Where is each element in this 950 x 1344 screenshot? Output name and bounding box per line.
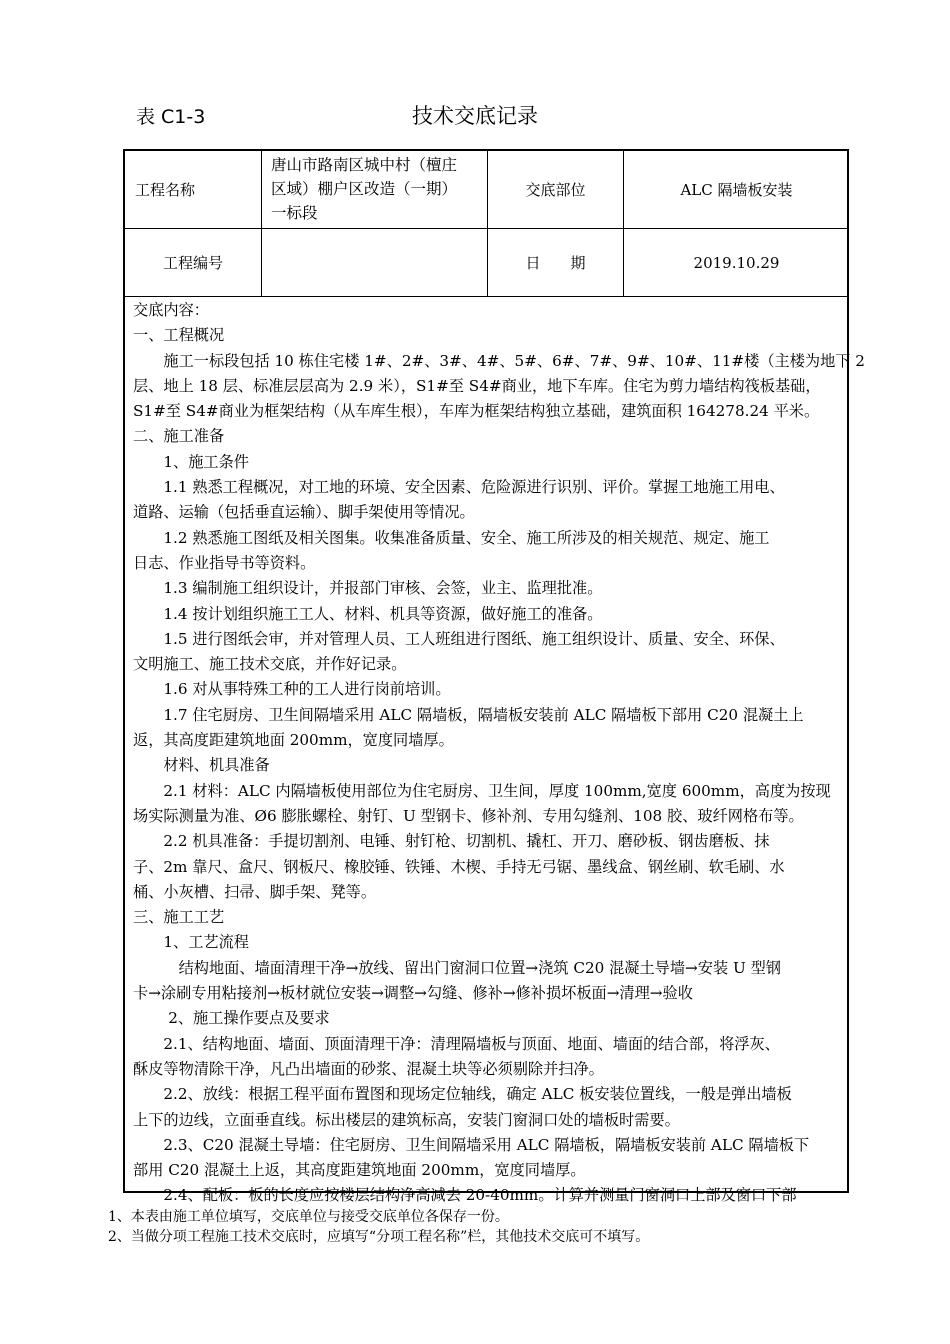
footnotes xyxy=(108,1207,649,1247)
content-line: 2.3、C20 混凝土导墙：住宅厨房、卫生间隔墙采用 ALC 隔墙板，隔墙板安装前 ALC 隔墙板下 xyxy=(133,1135,810,1154)
content-line: 2.2 机具准备：手提切割剂、电锤、射钉枪、切割机、撬杠、开刀、磨砂板、钢齿磨板、抹 xyxy=(133,832,770,851)
content-line: 2.4、配板：板的长度应按楼层结构净高减去 20-40mm。计算并测量门窗洞口上部及窗口下部 xyxy=(133,1186,797,1205)
content-line: 子、2m 靠尺、盒尺、钢板尺、橡胶锤、铁锤、木楔、手持无弓锯、墨线盒、钢丝刷、软毛刷、水 xyxy=(133,857,785,876)
content-line: 酥皮等物清除干净，凡凸出墙面的砂浆、混凝土块等必须剔除并扫净。 xyxy=(133,1059,604,1078)
content-line: 结构地面、墙面清理干净→放线、留出门窗洞口位置→浇筑 C20 混凝土导墙→安装 U 型钢 xyxy=(133,958,781,977)
content-line: 道路、运输（包括垂直运输）、脚手架使用等情况。 xyxy=(133,503,475,522)
footnote: 1、本表由施工单位填写，交底单位与接受交底单位各保存一份。 xyxy=(108,1209,509,1225)
project-no-label: 工程编号 xyxy=(162,254,223,272)
project-name-label: 工程名称 xyxy=(135,181,196,199)
content-line: 1、工艺流程 xyxy=(133,933,249,952)
location-value: ALC 隔墙板安装 xyxy=(680,181,793,199)
content-line: 1.1 熟悉工程概况，对工地的环境、安全因素、危险源进行识别、评价。掌握工地施工用电、 xyxy=(133,478,785,497)
page-title: 技术交底记录 xyxy=(412,104,538,128)
content-line: 2.1 材料：ALC 内隔墙板使用部位为住宅厨房、卫生间，厚度 100mm,宽度 600mm，高度为按现 xyxy=(133,781,831,800)
content-line: 2、施工操作要点及要求 xyxy=(133,1009,330,1028)
content-line: 上下的边线，立面垂直线。标出楼层的建筑标高，安装门窗洞口处的墙板时需要。 xyxy=(133,1110,680,1129)
project-name-value xyxy=(271,153,483,228)
content-line: 一、工程概况 xyxy=(133,326,225,345)
content-line: 1.5 进行图纸会审，并对管理人员、工人班组进行图纸、施工组织设计、质量、安全、环保、 xyxy=(133,629,785,648)
content-line: S1#至 S4#商业为框架结构（从车库生根），车库为框架结构独立基础，建筑面积 164278.24 平米。 xyxy=(133,402,820,421)
content-line: 部用 C20 混凝土上返，其高度距建筑地面 200mm，宽度同墙厚。 xyxy=(133,1161,586,1180)
content-line: 层、地上 18 层、标准层层高为 2.9 米），S1#至 S4#商业，地下车库。住宅为剪力墙结构筏板基础， xyxy=(133,376,821,395)
content-line: 1.7 住宅厨房、卫生间隔墙采用 ALC 隔墙板，隔墙板安装前 ALC 隔墙板下部用 C20 混凝土上 xyxy=(133,705,804,724)
grid-divider xyxy=(125,296,847,297)
content-line: 2.2、放线：根据工程平面布置图和现场定位轴线，确定 ALC 板安装位置线，一般是弹出墙板 xyxy=(133,1085,792,1104)
content-line: 交底内容： xyxy=(133,301,209,319)
disclosure-form xyxy=(123,149,865,1205)
content-line: 返，其高度距建筑地面 200mm，宽度同墙厚。 xyxy=(133,731,454,750)
content-line: 施工一标段包括 10 栋住宅楼 1#、2#、3#、4#、5#、6#、7#、9#、10#、11#楼（主楼为地下 2 xyxy=(133,351,865,370)
date-value: 2019.10.29 xyxy=(693,253,780,272)
content-line: 1、施工条件 xyxy=(133,452,249,471)
date-label: 日 期 xyxy=(525,254,586,272)
content-line: 文明施工、施工技术交底，并作好记录。 xyxy=(133,655,407,674)
form-code: 表 C1-3 xyxy=(136,106,206,128)
project-name-line: 一标段 xyxy=(271,204,318,222)
content-line: 桶、小灰槽、扫帚、脚手架、凳等。 xyxy=(133,882,376,901)
content-line: 1.4 按计划组织施工工人、材料、机具等资源，做好施工的准备。 xyxy=(133,604,603,623)
content-line: 材料、机具准备 xyxy=(133,756,270,775)
project-name-line: 唐山市路南区城中村（檀庄 xyxy=(271,156,458,174)
content-line: 卡→涂刷专用粘接剂→板材就位安装→调整→勾缝、修补→修补损坏板面→清理→验收 xyxy=(133,984,693,1003)
content-line: 1.3 编制施工组织设计，并报部门审核、会签，业主、监理批准。 xyxy=(133,579,603,598)
content-line: 1.2 熟悉施工图纸及相关图集。收集准备质量、安全、施工所涉及的相关规范、规定、施工 xyxy=(133,528,770,547)
content-line: 1.6 对从事特殊工种的工人进行岗前培训。 xyxy=(133,680,451,699)
project-name-line: 区域）棚户区改造（一期） xyxy=(271,180,458,198)
content-line: 2.1、结构地面、墙面、顶面清理干净：清理隔墙板与顶面、地面、墙面的结合部，将浮灰、 xyxy=(133,1034,780,1053)
location-label: 交底部位 xyxy=(525,181,586,199)
project-no-value xyxy=(262,229,487,296)
content-line: 二、施工准备 xyxy=(133,427,225,446)
content-line: 三、施工工艺 xyxy=(133,908,225,927)
footnote: 2、当做分项工程施工技术交底时，应填写“分项工程名称”栏，其他技术交底可不填写。 xyxy=(108,1229,650,1245)
content-line: 场实际测量为准、Ø6 膨胀螺栓、射钉、U 型钢卡、修补剂、专用勾缝剂、108 胶、玻纤网格布等。 xyxy=(133,806,804,825)
content-line: 日志、作业指导书等资料。 xyxy=(133,553,316,572)
disclosure-content xyxy=(133,298,865,1205)
